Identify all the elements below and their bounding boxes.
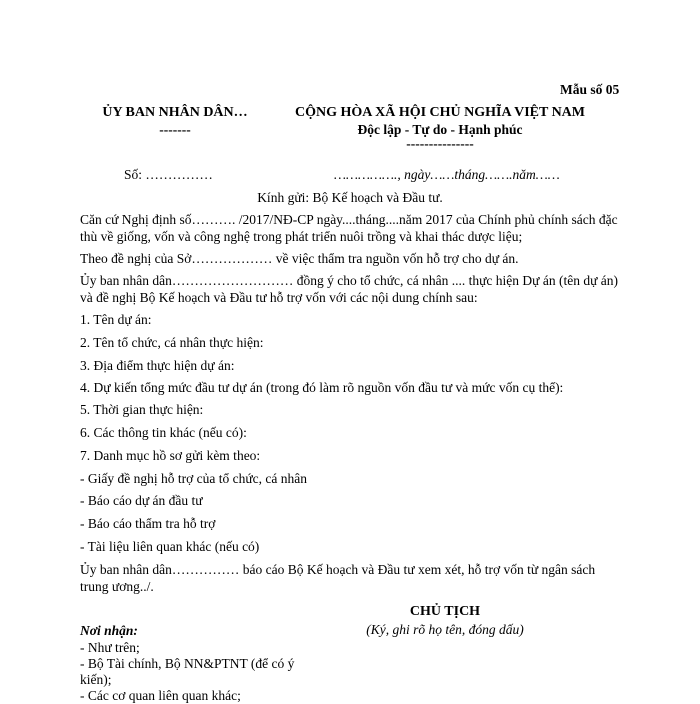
item-implementer: 2. Tên tổ chức, cá nhân thực hiện: xyxy=(80,335,264,350)
national-title: CỘNG HÒA XÃ HỘI CHỦ NGHĨA VIỆT NAM xyxy=(294,105,585,120)
item-project-name: 1. Tên dự án: xyxy=(80,312,152,327)
attachment-request: - Giấy đề nghị hỗ trợ của tổ chức, cá nhân xyxy=(80,471,308,486)
document-number: Số: …………… xyxy=(124,167,213,182)
recipient-item: - Như trên; xyxy=(80,640,140,655)
document-date: ……………., ngày……tháng…….năm…… xyxy=(334,167,560,182)
proposal-paragraph: Theo đề nghị của Sở……………… về việc thẩm tra nguồn vốn hỗ trợ cho dự án. xyxy=(80,251,519,266)
issuer-dashes: ------- xyxy=(159,122,191,137)
legal-basis-paragraph: Căn cứ Nghị định số………. /2017/NĐ-CP ngày....tháng....năm 2017 của Chính phủ chính sách đặc thù về giống, vốn và công nghệ trong phát triển nuôi trồng và khai thác dược liệu; xyxy=(80,212,618,244)
item-duration: 5. Thời gian thực hiện: xyxy=(80,402,204,417)
issuer-title: ỦY BAN NHÂN DÂN… xyxy=(102,105,248,120)
attachment-appraisal: - Báo cáo thẩm tra hỗ trợ xyxy=(80,516,216,531)
item-attachments: 7. Danh mục hồ sơ gửi kèm theo: xyxy=(80,448,261,463)
recipient-item: - Các cơ quan liên quan khác; xyxy=(80,688,241,703)
closing-paragraph: Ủy ban nhân dân…………… báo cáo Bộ Kế hoạch và Đầu tư xem xét, hỗ trợ vốn từ ngân sách trung ương../. xyxy=(80,562,596,594)
item-other-info: 6. Các thông tin khác (nếu có): xyxy=(80,425,247,440)
item-location: 3. Địa điểm thực hiện dự án: xyxy=(80,358,235,373)
signature-title: CHỦ TỊCH xyxy=(409,604,481,619)
attachment-report: - Báo cáo dự án đầu tư xyxy=(80,493,203,508)
approval-paragraph: Ủy ban nhân dân……………………… đồng ý cho tổ chức, cá nhân .... thực hiện Dự án (tên dự án) và đề nghị Bộ Kế hoạch và Đầu tư hỗ trợ vốn với các nội dung chính sau: xyxy=(80,273,619,305)
attachment-other: - Tài liệu liên quan khác (nếu có) xyxy=(80,539,260,554)
signature-note: (Ký, ghi rõ họ tên, đóng dấu) xyxy=(366,622,524,637)
national-dashes: --------------- xyxy=(406,136,474,151)
recipients-label: Nơi nhận: xyxy=(80,623,138,638)
form-number: Mẫu số 05 xyxy=(560,82,620,97)
recipient-item: kiến); xyxy=(80,672,112,687)
national-motto: Độc lập - Tự do - Hạnh phúc xyxy=(357,122,523,137)
recipient-item: - Bộ Tài chính, Bộ NN&PTNT (để có ý xyxy=(80,656,295,671)
recipient-line: Kính gửi: Bộ Kế hoạch và Đầu tư. xyxy=(257,190,443,205)
item-investment: 4. Dự kiến tổng mức đầu tư dự án (trong đó làm rõ nguồn vốn đầu tư và mức vốn cụ thể): xyxy=(80,380,564,395)
